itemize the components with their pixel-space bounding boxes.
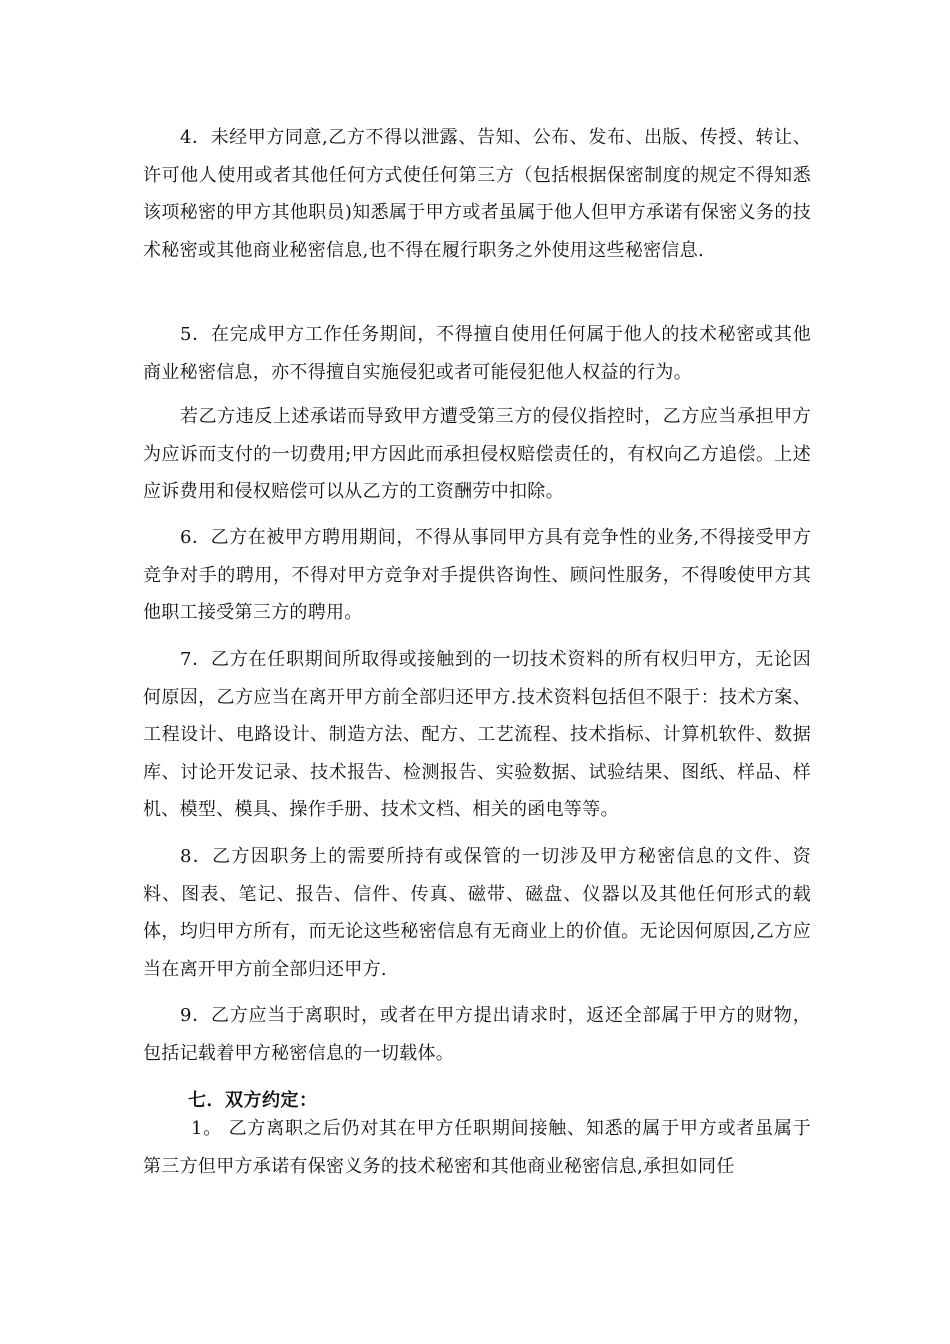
clause-7-paragraph: 7．乙方在任职期间所取得或接触到的一切技术资料的所有权归甲方，无论因何原因，乙方应当在离开甲方前全部归还甲方.技术资料包括但不限于：技术方案、工程设计、电路设计、制造方法、配方、工艺流程、技术指标、计算机软件、数据库、讨论开发记录、技术报告、检测报告、实验数据、试验结果、图纸、样品、样机、模型、模具、操作手册、技术文档、相关的函电等等。 [143, 649, 811, 820]
clause-8-paragraph: 8．乙方因职务上的需要所持有或保管的一切涉及甲方秘密信息的文件、资料、图表、笔记、报告、信件、传真、磁带、磁盘、仪器以及其他任何形式的载体，均归甲方所有，而无论这些秘密信息有无商业上的价值。无论因何原因,乙方应当在离开甲方前全部归还甲方. [143, 846, 811, 980]
section-7-clause-1-paragraph: 1。 乙方离职之后仍对其在甲方任职期间接触、知悉的属于甲方或者虽属于第三方但甲方承诺有保密义务的技术秘密和其他商业秘密信息,承担如同任 [143, 1118, 811, 1177]
clause-5-paragraph: 5．在完成甲方工作任务期间，不得擅自使用任何属于他人的技术秘密或其他商业秘密信息，亦不得擅自实施侵犯或者可能侵犯他人权益的行为。 [143, 324, 811, 383]
clause-6-paragraph: 6．乙方在被甲方聘用期间，不得从事同甲方具有竞争性的业务,不得接受甲方竞争对手的聘用，不得对甲方竞争对手提供咨询性、顾问性服务，不得唆使甲方其他职工接受第三方的聘用。 [143, 527, 811, 623]
infringement-liability-paragraph: 若乙方违反上述承诺而导致甲方遭受第三方的侵仪指控时，乙方应当承担甲方为应诉而支付的一切费用;甲方因此而承担侵权赔偿责任的，有权向乙方追偿。上述应诉费用和侵权赔偿可以从乙方的工资酬劳中扣除。 [143, 406, 811, 502]
clause-9-paragraph: 9．乙方应当于离职时，或者在甲方提出请求时，返还全部属于甲方的财物，包括记载着甲方秘密信息的一切载体。 [143, 1005, 811, 1064]
clause-4-paragraph: 4．未经甲方同意,乙方不得以泄露、告知、公布、发布、出版、传授、转让、许可他人使用或者其他任何方式使任何第三方（包括根据保密制度的规定不得知悉该项秘密的甲方其他职员)知悉属于甲方或者虽属于他人但甲方承诺有保密义务的技术秘密或其他商业秘密信息,也不得在履行职务之外使用这些秘密信息. [143, 127, 811, 261]
section-7-heading: 七．双方约定： [188, 1090, 318, 1111]
